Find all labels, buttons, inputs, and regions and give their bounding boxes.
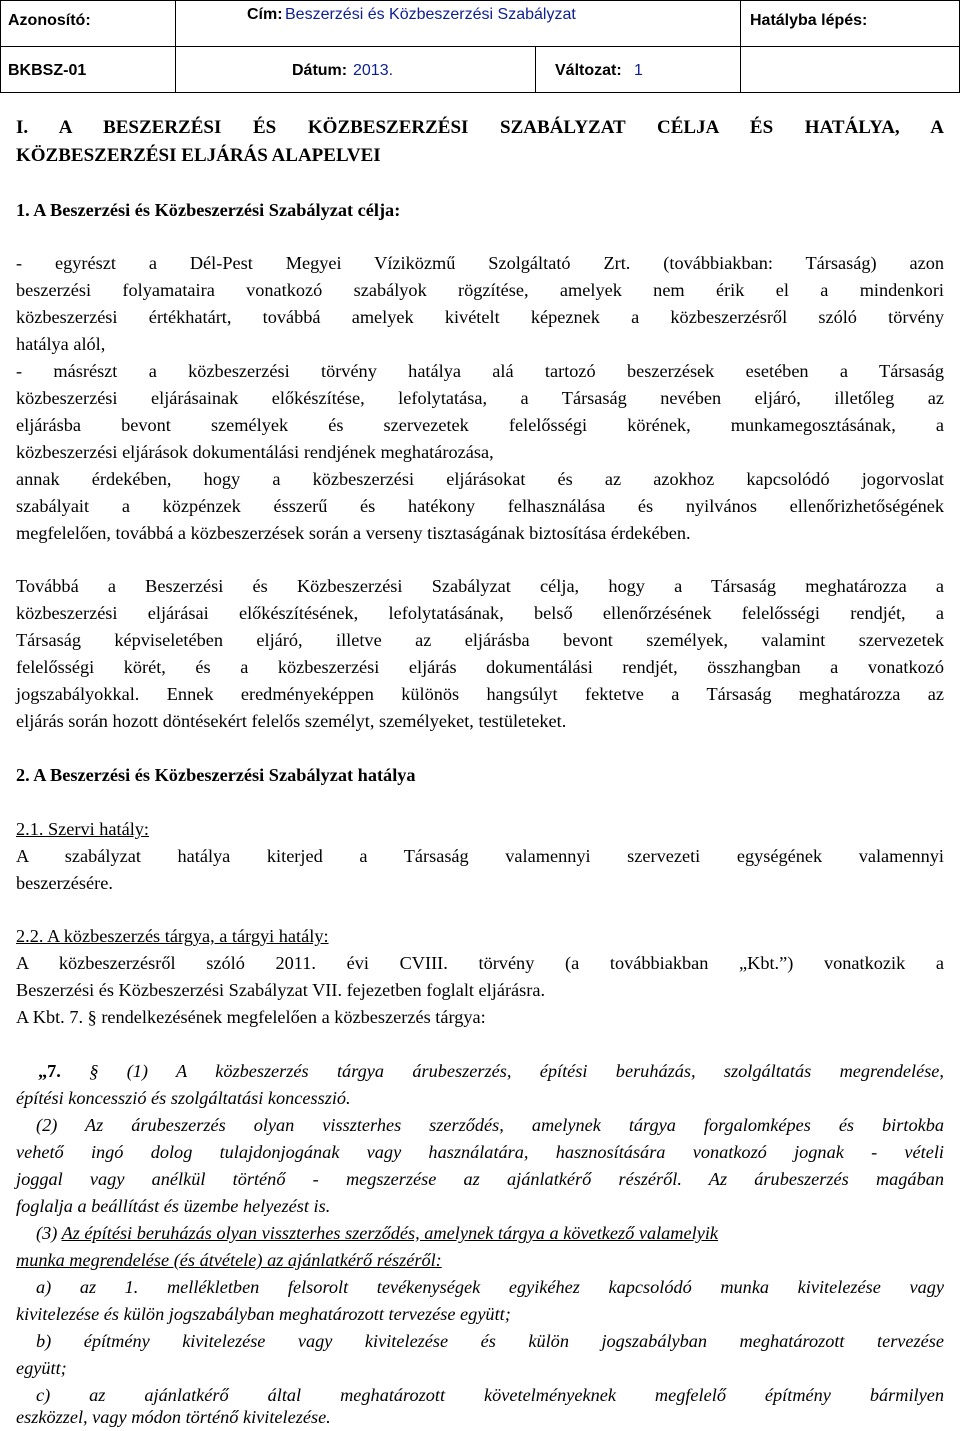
header-id-label: Azonosító:: [8, 12, 91, 29]
p1-line: közbeszerzési értékhatárt, továbbá amelyek kivételt képeznek a közbeszerzésről szóló törvény: [16, 307, 944, 327]
p2-line: Társaság képviseletében eljáró, illetve az eljárásba bevont személyek, valamint szervezetek: [16, 630, 944, 650]
section-1-heading: 1. A Beszerzési és Közbeszerzési Szabályzat célja:: [16, 200, 401, 220]
quote-line-10: kivitelezése és külön jogszabályban meghatározott tervezése együtt;: [16, 1304, 511, 1324]
header-id-value: BKBSZ-01: [8, 62, 87, 79]
p2-line: felelősségi körét, és a közbeszerzési eljárás dokumentálási rendjét, összhangban a vonatkozó: [16, 657, 944, 677]
section-2-1-heading: 2.1. Szervi hatály:: [16, 819, 150, 839]
quote-line-4: vehető ingó dolog tulajdonjogának vagy használatára, hasznosítására vonatkozó jognak - vételi: [16, 1142, 944, 1162]
header-effective-label: Hatályba lépés:: [750, 12, 868, 29]
header-title-value: Beszerzési és Közbeszerzési Szabályzat: [285, 6, 576, 23]
section-2-1-line: A szabályzat hatálya kiterjed a Társaság valamennyi szervezeti egységének valamennyi: [16, 846, 944, 866]
p2-line: eljárás során hozott döntésekért felelős személyt, személyeket, testületeket.: [16, 711, 567, 731]
quote-line-7-prefix: (3): [36, 1223, 62, 1243]
quote-line-8: munka megrendelése (és átvétele) az ajánlatkérő részéről:: [16, 1250, 442, 1270]
header-title-label: Cím:: [247, 6, 283, 23]
section-2-1-line: beszerzésére.: [16, 873, 113, 893]
header-date-label: Dátum:: [292, 62, 348, 79]
quote-line-2: építési koncesszió és szolgáltatási koncesszió.: [16, 1088, 351, 1108]
header-effective-value-cell: [740, 46, 960, 93]
p1-line: eljárásba bevont személyek és szervezetek felelősségi körének, munkamegosztásának, a: [16, 415, 944, 435]
quote-line-9: a) az 1. mellékletben felsorolt tevékenységek egyikéhez kapcsolódó munka kivitelezése vagy: [36, 1277, 944, 1297]
quote-line-7-underlined: Az építési beruházás olyan visszterhes szerződés, amelynek tárgya a következő valamelyik: [61, 1223, 719, 1243]
p1-line: - másrészt a közbeszerzési törvény hatálya alá tartozó beszerzések esetében a Társaság: [16, 361, 944, 381]
p1-line: beszerzési folyamataira vonatkozó szabályok rögzítése, amelyek nem érik el a mindenkori: [16, 280, 944, 300]
quote-line-14: eszközzel, vagy módon történő kivitelezése.: [16, 1407, 331, 1427]
p1-line: annak érdekében, hogy a közbeszerzési eljárásokat és az azokhoz kapcsolódó jogorvoslat: [16, 469, 944, 489]
header-date-value: 2013.: [353, 62, 394, 79]
section-2-heading: 2. A Beszerzési és Közbeszerzési Szabályzat hatálya: [16, 765, 416, 785]
p1-line: közbeszerzési eljárásainak előkészítése, lefolytatása, a Társaság nevében eljáró, illetőleg az: [16, 388, 944, 408]
header-version-label: Változat:: [555, 62, 622, 79]
section-2-2-line: A közbeszerzésről szóló 2011. évi CVIII. törvény (a továbbiakban „Kbt.”) vonatkozik a: [16, 953, 944, 973]
section-2-2-line: A Kbt. 7. § rendelkezésének megfelelően a közbeszerzés tárgya:: [16, 1007, 486, 1027]
p2-line: Továbbá a Beszerzési és Közbeszerzési Szabályzat célja, hogy a Társaság meghatározza a: [16, 576, 944, 596]
quote-line-13: c) az ajánlatkérő által meghatározott követelményeknek megfelelő építmény bármilyen: [36, 1385, 944, 1405]
quote-line-5: joggal vagy anélkül történő - megszerzése az ajánlatkérő részéről. Az árubeszerzés magában: [16, 1169, 944, 1189]
quote-line-3: (2) Az árubeszerzés olyan visszterhes szerződés, amelynek tárgya forgalomképes és birtokba: [36, 1115, 944, 1135]
p1-line: hatálya alól,: [16, 334, 106, 354]
quote-line-6: foglalja a beállítást és üzembe helyezést is.: [16, 1196, 331, 1216]
quote-line-12: együtt;: [16, 1358, 67, 1378]
p1-line: közbeszerzési eljárások dokumentálási rendjének meghatározása,: [16, 442, 494, 462]
section-2-2-line: Beszerzési és Közbeszerzési Szabályzat VII. fejezetben foglalt eljárásra.: [16, 980, 546, 1000]
p1-line: megfelelően, továbbá a közbeszerzések során a verseny tisztaságának biztosítása érdekében.: [16, 523, 691, 543]
chapter-title-line-2: KÖZBESZERZÉSI ELJÁRÁS ALAPELVEI: [16, 145, 381, 166]
quote-line-1-text: § (1) A közbeszerzés tárgya árubeszerzés, építési beruházás, szolgáltatás megrendelése,: [60, 1061, 944, 1081]
p1-line: szabályait a közpénzek ésszerű és hatékony felhasználása és nyilvános ellenőrizhetőségének: [16, 496, 944, 516]
p2-line: jogszabályokkal. Ennek eredményeképpen különös hangsúlyt fektetve a Társaság meghatározza az: [16, 684, 944, 704]
document-header: [0, 0, 960, 93]
quote-line-11: b) építmény kivitelezése vagy kivitelezése és külön jogszabályban meghatározott tervezése: [36, 1331, 944, 1351]
chapter-title-line-1: I. A BESZERZÉSI ÉS KÖZBESZERZÉSI SZABÁLYZAT CÉLJA ÉS HATÁLYA, A: [16, 117, 944, 138]
quote-open: „7.: [38, 1061, 61, 1081]
quote-line-7: [36, 1221, 944, 1245]
section-2-2-heading: 2.2. A közbeszerzés tárgya, a tárgyi hatály:: [16, 926, 329, 946]
p1-line: - egyrészt a Dél-Pest Megyei Víziközmű Szolgáltató Zrt. (továbbiakban: Társaság) azon: [16, 253, 944, 273]
header-version-value: 1: [634, 62, 643, 79]
p2-line: közbeszerzési eljárásai előkészítésének, lefolytatásának, belső ellenőrzésének felelősségi rendjét, a: [16, 603, 944, 623]
quote-line-1: [38, 1059, 944, 1083]
